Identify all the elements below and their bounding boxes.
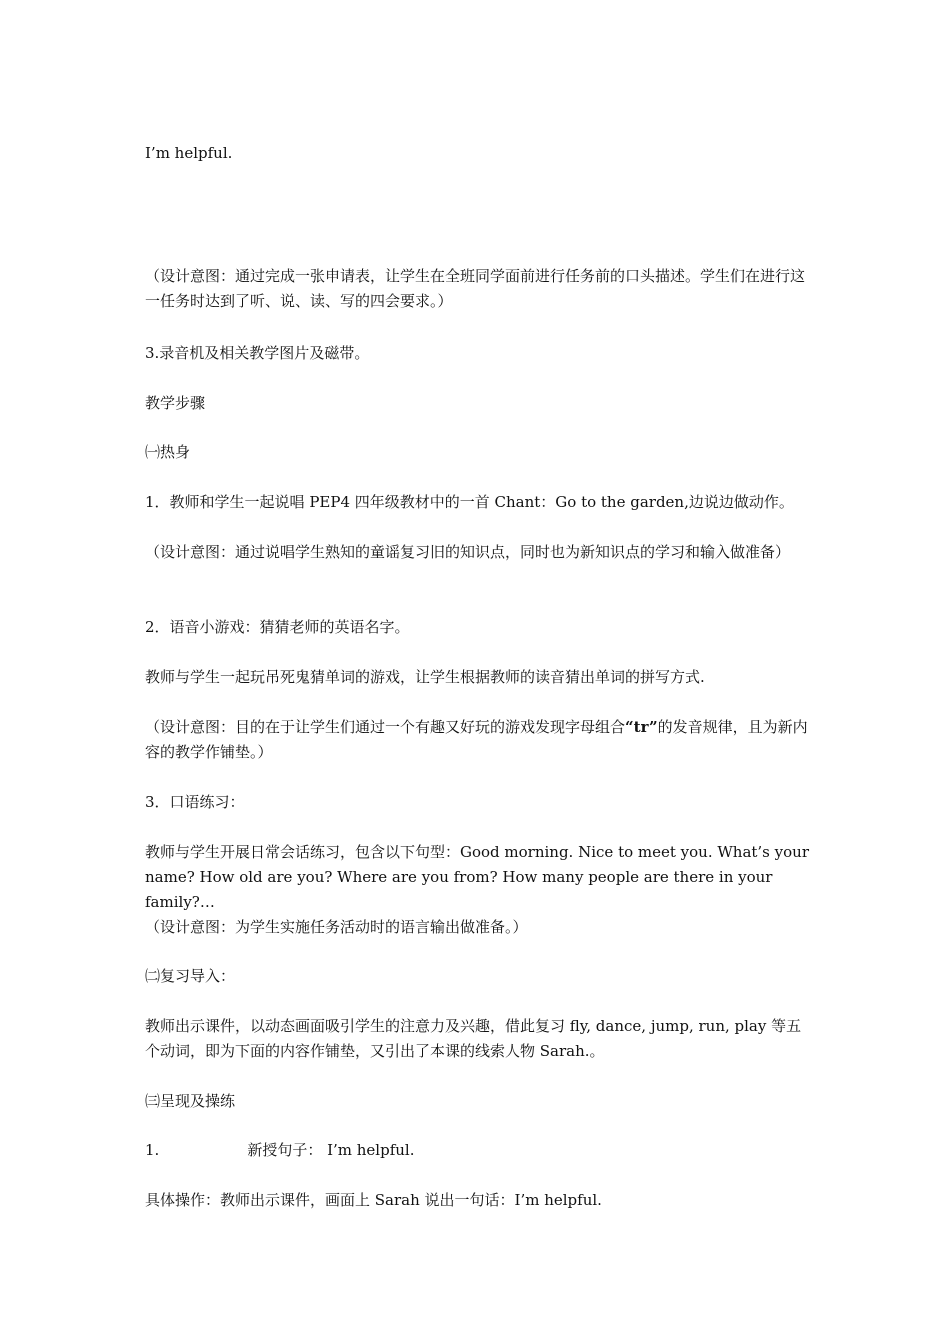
hangman-game-description: 教师与学生一起玩吊死鬼猜单词的游戏，让学生根据教师的读音猜出单词的拼写方式.: [145, 668, 705, 686]
section-heading-presentation: ㈢呈现及操练: [145, 1092, 236, 1110]
warm-up-step-2: 2．语音小游戏：猜猜老师的英语名字。: [145, 618, 410, 636]
materials-item-3: 3.录音机及相关教学图片及磁带。: [145, 344, 370, 362]
presentation-item-text: 新授句子： I’m helpful.: [247, 1141, 415, 1159]
section-heading-review: ㈡复习导入：: [145, 967, 236, 985]
dialogue-practice-description: 教师与学生开展日常会话练习，包含以下句型：Good morning. Nice to meet you. What’s your name? How old are you? Where are you from? How many people are there in your family?…: [145, 843, 809, 911]
section-heading-warm-up: ㈠热身: [145, 443, 191, 461]
phonics-note-before: （设计意图：目的在于让学生们通过一个有趣又好玩的游戏发现字母组合: [145, 718, 626, 736]
specific-operation: 具体操作：教师出示课件，画面上 Sarah 说出一句话：I’m helpful.: [145, 1191, 602, 1209]
design-intent-phonics: [145, 715, 815, 765]
warm-up-step-1: 1．教师和学生一起说唱 PEP4 四年级教材中的一首 Chant：Go to the garden,边说边做动作。: [145, 493, 794, 511]
phonics-note-term: “tr”: [625, 718, 658, 736]
design-intent-application-form: （设计意图：通过完成一张申请表，让学生在全班同学面前进行任务前的口头描述。学生们在进行这一任务时达到了听、说、读、写的四会要求。）: [145, 267, 806, 310]
phonics-note-after: 的发音规律，且为新内容的教学作铺垫。）: [145, 718, 808, 761]
presentation-item-number: 1.: [145, 1141, 160, 1159]
opening-sentence: I’m helpful.: [145, 144, 233, 162]
presentation-item-1: [145, 1138, 815, 1163]
review-description: 教师出示课件，以动态画面吸引学生的注意力及兴趣，借此复习 fly, dance, jump, run, play 等五个动词，即为下面的内容作铺垫，又引出了本课的线索人物 Sarah.。: [145, 1017, 802, 1060]
design-intent-language-output: （设计意图：为学生实施任务活动时的语言输出做准备。）: [145, 918, 528, 936]
section-heading-teaching-steps: 教学步骤: [145, 394, 206, 412]
design-intent-chant: （设计意图：通过说唱学生熟知的童谣复习旧的知识点，同时也为新知识点的学习和输入做准备）: [145, 543, 791, 561]
warm-up-step-3: 3．口语练习：: [145, 793, 245, 811]
